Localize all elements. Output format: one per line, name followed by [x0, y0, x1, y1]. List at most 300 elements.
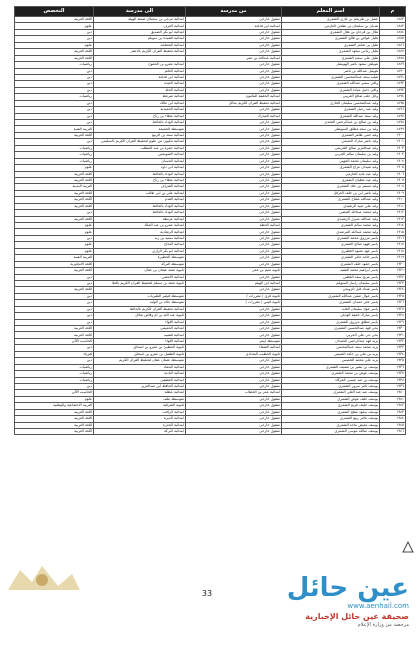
- cell-from-school: منقول خارجي: [186, 158, 282, 164]
- cell-specialization: اللغة العربية: [15, 429, 94, 435]
- cell-to-school: ابتدائية ابي داود: [94, 165, 186, 171]
- teacher-transfer-table: [14, 6, 406, 435]
- cell-row-number: ١٩٢٧: [380, 306, 406, 312]
- cell-row-number: ١٩٤٠: [380, 390, 406, 396]
- cell-specialization: علوم: [15, 229, 94, 235]
- cell-teacher-name: يوسف عامر ربيع الشمري: [282, 416, 380, 422]
- cell-teacher-name: وليد علي عبيد الرشيدي: [282, 203, 380, 209]
- cell-to-school: ابتدائية اللواء: [94, 319, 186, 325]
- cell-to-school: ثانوية الشرقية: [94, 403, 186, 409]
- cell-teacher-name: يزيد فهد عبدالرحمن الحمدان: [282, 338, 380, 344]
- cell-row-number: ١٩١٨: [380, 248, 406, 254]
- cell-from-school: منقول خارجي: [186, 364, 282, 370]
- cell-to-school: ابتدائية الغانم: [94, 68, 186, 74]
- cell-row-number: ١٨٨٢: [380, 17, 406, 23]
- cell-teacher-name: هليل عواض بن فالح الشمري: [282, 36, 380, 42]
- cell-to-school: ابتدائية الوداد بالحائط: [94, 210, 186, 216]
- cell-from-school: ابتدائية عمر بن الخطاب: [186, 390, 282, 396]
- cell-teacher-name: وليد عبدالعزيز صالح الحزيمي: [282, 145, 380, 151]
- cell-specialization: اللغة العربية: [15, 171, 94, 177]
- cell-teacher-name: يزيد محمد سعد عبدالمحسن: [282, 345, 380, 351]
- cell-to-school: ابتدائية الحماد: [94, 364, 186, 370]
- cell-row-number: ١٨٨٤: [380, 29, 406, 35]
- cell-row-number: ١٩٢٨: [380, 313, 406, 319]
- cell-row-number: ١٩٢٩: [380, 319, 406, 325]
- cell-specialization: اللغة العربية: [15, 49, 94, 55]
- cell-teacher-name: وليد محمد سالم الشمري: [282, 223, 380, 229]
- cell-teacher-name: يوسف بن عبد عيسى المركاد: [282, 377, 380, 383]
- cell-from-school: منقول خارجي: [186, 81, 282, 87]
- cell-to-school: ابتدائية النجاح: [94, 242, 186, 248]
- cell-from-school: منقول خارجي: [186, 36, 282, 42]
- cell-from-school: ابتدائية تحفيظ القرآن الكريم بحائل: [186, 100, 282, 106]
- cell-row-number: ١٩٠٧: [380, 177, 406, 183]
- cell-teacher-name: يوسف عبالله موسى الشمري: [282, 429, 380, 435]
- cell-row-number: ١٩٣٦: [380, 364, 406, 370]
- cell-from-school: منقول خارجي: [186, 132, 282, 138]
- cell-row-number: ١٩١٥: [380, 229, 406, 235]
- cell-specialization: الحاسب الآلي: [15, 390, 94, 396]
- cell-teacher-name: ياسر مبارك خليفة الوايلي: [282, 313, 380, 319]
- cell-specialization: فيزياء: [15, 351, 94, 357]
- cell-to-school: ابتدائية ابو بكر الصديق: [94, 29, 186, 35]
- cell-teacher-name: وليد عيد عطيان الشمري: [282, 177, 380, 183]
- cell-specialization: دين: [15, 293, 94, 299]
- cell-row-number: ١٩١٧: [380, 242, 406, 248]
- cell-teacher-name: ياسر عواد سليمان الفايد: [282, 306, 380, 312]
- column-header-from-school: من مدرسة: [186, 7, 282, 17]
- cell-specialization: اللغة العربية: [15, 326, 94, 332]
- table-row: [15, 429, 406, 435]
- cell-specialization: اللغة العربية: [15, 416, 94, 422]
- cell-row-number: ١٩٣٧: [380, 371, 406, 377]
- cell-teacher-name: وليد حمي ظاهر الشمري: [282, 132, 380, 138]
- cell-row-number: ١٩٠٢: [380, 145, 406, 151]
- cell-specialization: دين: [15, 300, 94, 306]
- cell-to-school: ابتدائية عطاء بن رباح: [94, 113, 186, 119]
- cell-specialization: رياضيات: [15, 364, 94, 370]
- cell-specialization: التربية الاجتماعية والوطنية: [15, 403, 94, 409]
- cell-to-school: ابتدائية عرنطة: [94, 216, 186, 222]
- cell-to-school: متوسطة خالد بن الوليد: [94, 300, 186, 306]
- cell-row-number: ١٩٠١: [380, 139, 406, 145]
- cell-specialization: دين: [15, 383, 94, 389]
- cell-specialization: اللغة الانجليزية: [15, 261, 94, 267]
- cell-row-number: ١٩٣٤: [380, 351, 406, 357]
- cell-specialization: رياضيات: [15, 377, 94, 383]
- cell-specialization: اللغة العربية: [15, 17, 94, 23]
- cell-specialization: اللغة العربية: [15, 216, 94, 222]
- cell-from-school: منقول خارجي: [186, 371, 282, 377]
- cell-row-number: ١٨٩٢: [380, 81, 406, 87]
- cell-specialization: اللغة العربية: [15, 132, 94, 138]
- cell-teacher-name: وليد بن سليمان سالم الحربي: [282, 152, 380, 158]
- cell-from-school: منقول خارجي: [186, 184, 282, 190]
- cell-teacher-name: وليد عيد عايد الحازمي: [282, 171, 380, 177]
- cell-specialization: دين: [15, 274, 94, 280]
- cell-from-school: منقول خارجي: [186, 203, 282, 209]
- cell-to-school: ثانوية نعمة عثمان بن عفان: [94, 268, 186, 274]
- cell-from-school: منقول خارجي: [186, 42, 282, 48]
- cell-teacher-name: ياسر سليمان راسل السويلم: [282, 280, 380, 286]
- cell-specialization: دين: [15, 345, 94, 351]
- cell-teacher-name: ياسر حمود خلف الشمري: [282, 261, 380, 267]
- cell-specialization: دين: [15, 68, 94, 74]
- cell-row-number: ١٨٩٥: [380, 100, 406, 106]
- cell-to-school: ابتدائية الشويمس: [94, 152, 186, 158]
- cell-row-number: ١٨٩٦: [380, 107, 406, 113]
- cell-teacher-name: عقيل بن طريخم بن غازي الشمري: [282, 17, 380, 23]
- cell-row-number: ١٩٢١: [380, 268, 406, 274]
- cell-row-number: ١٩١٩: [380, 255, 406, 261]
- cell-row-number: ١٩٣٩: [380, 383, 406, 389]
- cell-from-school: ابتدائية ابن قدامة: [186, 23, 282, 29]
- cell-specialization: دين: [15, 306, 94, 312]
- cell-specialization: علوم: [15, 242, 94, 248]
- cell-specialization: التربية الفنية: [15, 255, 94, 261]
- cell-specialization: علوم: [15, 248, 94, 254]
- cell-from-school: ابتدائية عبدالله بن عمر: [186, 55, 282, 61]
- cell-from-school: منقول خارجي: [186, 242, 282, 248]
- cell-to-school: ابتدائية المعتلجه: [94, 42, 186, 48]
- cell-row-number: ١٩٠٨: [380, 184, 406, 190]
- cell-row-number: ١٩١٠: [380, 197, 406, 203]
- cell-teacher-name: ياسر شداد قبل الزويمي: [282, 287, 380, 293]
- cell-row-number: ١٨٩٤: [380, 94, 406, 100]
- cell-row-number: ١٩٣٥: [380, 358, 406, 364]
- cell-from-school: منقول خارجي: [186, 274, 282, 280]
- cell-to-school: ثانوية نعمة بن مسلم لتحفيظ القرآن الكريم بالعلا: [94, 280, 186, 286]
- cell-specialization: دين: [15, 235, 94, 241]
- cell-to-school: ابتدائية تحفيظ القران الكريم بالاعفر: [94, 49, 186, 55]
- cell-to-school: ثانوية الحطيئ بن عمرو بن اسحاق: [94, 345, 186, 351]
- cell-teacher-name: يوسف معيض ماجد الشمري: [282, 422, 380, 428]
- cell-teacher-name: وليد بن صالح بن عبدالرحمن الجعدي: [282, 120, 380, 126]
- cell-teacher-name: يوسف بن بشير بن مصيف الشمري: [282, 364, 380, 370]
- cell-teacher-name: وليد ضيدان عراع الشمري: [282, 165, 380, 171]
- cell-teacher-name: يزيد بن علي بن حامد التميمي: [282, 351, 380, 357]
- cell-row-number: ١٩٢٥: [380, 293, 406, 299]
- cell-teacher-name: يحي حي علي الحربي: [282, 332, 380, 338]
- cell-to-school: متوسطة قيصر الطبريات: [94, 293, 186, 299]
- cell-from-school: منقول خارجي: [186, 171, 282, 177]
- cell-specialization: التربية البدنية: [15, 184, 94, 190]
- cell-to-school: ابتدائية ضرغط: [94, 94, 186, 100]
- cell-teacher-name: ياسر مطلق مرزوق الشمري: [282, 319, 380, 325]
- cell-from-school: منقول خارجي: [186, 139, 282, 145]
- cell-from-school: منقول خارجي: [186, 216, 282, 222]
- cell-to-school: ابتدائية الحميمي: [94, 326, 186, 332]
- cell-row-number: ١٩١٢: [380, 210, 406, 216]
- cell-to-school: ابتدائية الغيدة: [94, 81, 186, 87]
- cell-from-school: منقول خارجي: [186, 87, 282, 93]
- cell-specialization: دين: [15, 36, 94, 42]
- cell-teacher-name: وليد سليمان محمد الجهني: [282, 158, 380, 164]
- document-page: [14, 6, 405, 646]
- cell-teacher-name: ياسر حامد عامر الشمري: [282, 255, 380, 261]
- cell-specialization: اللغة العربية: [15, 332, 94, 338]
- cell-row-number: ١٩٣٨: [380, 377, 406, 383]
- cell-from-school: منقول خارجي: [186, 145, 282, 151]
- cell-from-school: منقول خارجي: [186, 332, 282, 338]
- cell-row-number: ١٩٣٣: [380, 345, 406, 351]
- cell-from-school: منقول خارجي: [186, 416, 282, 422]
- cell-row-number: ١٩٢٠: [380, 261, 406, 267]
- cell-to-school: متوسطة البركة: [94, 261, 186, 267]
- cell-teacher-name: يوسف ثامر سرور الشمري: [282, 383, 380, 389]
- cell-row-number: ١٩٢٦: [380, 300, 406, 306]
- cell-to-school: ابتدائية حمزة بن عبد المطلب: [94, 145, 186, 151]
- cell-to-school: ابتدائية الوداد بالحائط: [94, 171, 186, 177]
- cell-from-school: منقول خارجي: [186, 62, 282, 68]
- column-header-teacher-name: اسم المعلم: [282, 7, 380, 17]
- cell-row-number: ١٩٤١: [380, 396, 406, 402]
- cell-to-school: متوسطة عثمان عفان لتحفيظ القرآن الكريم: [94, 358, 186, 364]
- cell-to-school: ابتدائية عمرو بن عبد الملك: [94, 223, 186, 229]
- cell-to-school: ابتدائية الراقب: [94, 409, 186, 415]
- table-body: [15, 17, 406, 435]
- cell-to-school: ابتدائية ابن قدامة: [94, 74, 186, 80]
- cell-row-number: ١٩٣٠: [380, 326, 406, 332]
- cell-specialization: الحاسب الآلي: [15, 338, 94, 344]
- cell-specialization: التربية الفنية: [15, 126, 94, 132]
- cell-specialization: دين: [15, 313, 94, 319]
- cell-specialization: اللغة العربية: [15, 55, 94, 61]
- cell-to-school: ابتدائية قشبيه: [94, 332, 186, 338]
- cell-specialization: دين: [15, 87, 94, 93]
- cell-from-school: منقول خارجي: [186, 17, 282, 23]
- cell-from-school: ثانوية قرى ( مقررات ): [186, 293, 282, 299]
- cell-to-school: ابتدائية الديرة: [94, 416, 186, 422]
- cell-from-school: ثانوية نعيم بن عمر: [186, 268, 282, 274]
- cell-teacher-name: وليد عبدالله منيزل الرشيدي: [282, 216, 380, 222]
- cell-teacher-name: ياسر عوال ضمن عبدالله الشمري: [282, 293, 380, 299]
- cell-to-school: ابتدائية الانتشي: [94, 274, 186, 280]
- cell-to-school: ابتدائية العرف: [94, 23, 186, 29]
- cell-to-school: ابتدائية الحافظ ابن عبدالعزيز: [94, 383, 186, 389]
- cell-teacher-name: وليد سعد عبدالله الشمري: [282, 113, 380, 119]
- cell-from-school: منقول خارجي: [186, 107, 282, 113]
- cell-specialization: علوم: [15, 23, 94, 29]
- cell-specialization: رياضيات: [15, 145, 94, 151]
- cell-row-number: ١٩٣١: [380, 332, 406, 338]
- cell-teacher-name: وائل حلب صالح الغريبي: [282, 94, 380, 100]
- cell-specialization: رياضيات: [15, 152, 94, 158]
- cell-row-number: ١٩٠٩: [380, 190, 406, 196]
- cell-specialization: دين: [15, 29, 94, 35]
- cell-row-number: ١٨٨٨: [380, 55, 406, 61]
- cell-to-school: ابتدائية الشراف: [94, 184, 186, 190]
- cell-specialization: دين: [15, 280, 94, 286]
- cell-specialization: علوم: [15, 165, 94, 171]
- column-header-specialization: التخصص: [15, 7, 94, 17]
- cell-specialization: رياضيات: [15, 158, 94, 164]
- cell-teacher-name: هويمل عبدالله بن ناصر: [282, 68, 380, 74]
- cell-row-number: ١٩٠٣: [380, 152, 406, 158]
- cell-row-number: ١٨٨٣: [380, 23, 406, 29]
- cell-specialization: اللغة العربية: [15, 409, 94, 415]
- cell-from-school: ابتدائية الخليفة المأمون: [186, 94, 282, 100]
- cell-from-school: منقول خارجي: [186, 326, 282, 332]
- cell-specialization: دين: [15, 107, 94, 113]
- cell-teacher-name: ياسر فهود صالح الشمري: [282, 242, 380, 248]
- cell-from-school: منقول خارجي: [186, 210, 282, 216]
- cell-row-number: ١٩٤٣: [380, 409, 406, 415]
- cell-row-number: ١٩٢٢: [380, 274, 406, 280]
- cell-from-school: منقول خارجي: [186, 190, 282, 196]
- cell-teacher-name: وليد عبدالله مفتاح الشمري: [282, 197, 380, 203]
- cell-teacher-name: ياسر مرزوق محمد الشمري: [282, 235, 380, 241]
- cell-to-school: متوسطة الحميمة: [94, 126, 186, 132]
- cell-teacher-name: ياسر ابراهيم محمد الفقيه: [282, 268, 380, 274]
- cell-teacher-name: هديان بن سليمان بن نطحي العازمي: [282, 23, 380, 29]
- cell-row-number: ١٩٠٦: [380, 171, 406, 177]
- cell-from-school: منقول خارجي: [186, 422, 282, 428]
- cell-row-number: ١٨٩٩: [380, 126, 406, 132]
- cell-to-school: ابتدائية البادية: [94, 371, 186, 377]
- cell-from-school: منقول خارجي: [186, 358, 282, 364]
- cell-row-number: ١٩٢٣: [380, 280, 406, 286]
- cell-specialization: علوم: [15, 42, 94, 48]
- cell-teacher-name: هيليه سعد عبدالمحسن الشمري: [282, 74, 380, 80]
- watermark-site: www.aenhail.com: [347, 602, 409, 610]
- cell-to-school: متوسطة ملف: [94, 396, 186, 402]
- cell-from-school: منقول خارجي: [186, 152, 282, 158]
- cell-to-school: ابتدائية مكيون من علوم لتحفيظ القرآن الكريم بالسليمي: [94, 139, 186, 145]
- cell-row-number: ١٩٠٠: [380, 132, 406, 138]
- cell-from-school: منقول خارجي: [186, 229, 282, 235]
- cell-from-school: ابتدائية المبارك: [186, 113, 282, 119]
- cell-from-school: منقول خارجي: [186, 313, 282, 319]
- cell-teacher-name: يوسف خليف فريح الشمري: [282, 403, 380, 409]
- cell-teacher-name: وليد محمد عبدالله الغيضي: [282, 210, 380, 216]
- cell-to-school: ابتدائية عطاء بن رباح: [94, 177, 186, 183]
- cell-from-school: منقول خارجي: [186, 403, 282, 409]
- cell-teacher-name: يوسف سعود مفلح الشمري: [282, 409, 380, 415]
- cell-from-school: منقول خارجي: [186, 120, 282, 126]
- cell-specialization: اللغة العربية: [15, 422, 94, 428]
- cell-to-school: ابتدائية البركة: [94, 429, 186, 435]
- cell-from-school: منقول خارجي: [186, 429, 282, 435]
- cell-from-school: منقول خارجي: [186, 126, 282, 132]
- cell-from-school: منقول خارجي: [186, 235, 282, 241]
- cell-from-school: منقول خارجي: [186, 377, 282, 383]
- cell-specialization: رياضيات: [15, 371, 94, 377]
- cell-row-number: ١٩٣٢: [380, 338, 406, 344]
- cell-specialization: دين: [15, 74, 94, 80]
- cell-row-number: ١٨٨٥: [380, 36, 406, 42]
- cell-from-school: منقول خارجي: [186, 319, 282, 325]
- corner-stamp-icon: [401, 540, 415, 554]
- cell-teacher-name: وليد بن سعد مطلق السويطي: [282, 126, 380, 132]
- cell-row-number: ١٩٢٤: [380, 287, 406, 293]
- cell-to-school: ابتدائية عمرو بن الجموح: [94, 62, 186, 68]
- cell-to-school: متوسطة الحطيرة: [94, 255, 186, 261]
- cell-from-school: منقول خارجي: [186, 383, 282, 389]
- watermark-tagline: صحيفة عين حائل الإخبارية: [305, 612, 409, 621]
- cell-to-school: ابتدائية الحسان: [94, 158, 186, 164]
- column-header-to-school: الى مدرسة: [94, 7, 186, 17]
- cell-specialization: دين: [15, 210, 94, 216]
- cell-row-number: ١٩٤٦: [380, 429, 406, 435]
- cell-teacher-name: يزيد علي محمد الخميس: [282, 358, 380, 364]
- page-number: 33: [201, 589, 213, 598]
- cell-specialization: اللغة العربية: [15, 268, 94, 274]
- cell-teacher-name: وافي دخيل عيادة الشمري: [282, 87, 380, 93]
- cell-from-school: منقول خارجي: [186, 74, 282, 80]
- cell-to-school: ابتدائية علي بن ابي طالب: [94, 190, 186, 196]
- cell-specialization: اللغة العربية: [15, 177, 94, 183]
- cell-from-school: ابتدائية الشفاء: [186, 345, 282, 351]
- cell-from-school: ثانوية قيس ( مقررات ): [186, 300, 282, 306]
- cell-from-school: منقول خارجي: [186, 29, 282, 35]
- cell-row-number: ١٨٩١: [380, 74, 406, 80]
- cell-teacher-name: وليد عبد رحيل الشمري: [282, 107, 380, 113]
- cell-teacher-name: ياسر مربح سعد العطين: [282, 274, 380, 280]
- cell-row-number: ١٨٩٣: [380, 87, 406, 93]
- newspaper-watermark: [179, 574, 409, 629]
- cell-to-school: ابتدائية ابو بكر الرازي: [94, 248, 186, 254]
- cell-to-school: ابتدائية العطيفي: [94, 377, 186, 383]
- cell-teacher-name: هليل رداس سعود الشمري: [282, 49, 380, 55]
- cell-row-number: ١٩١١: [380, 203, 406, 209]
- cell-row-number: ١٩٤٢: [380, 403, 406, 409]
- cell-from-school: منقول خارجي: [186, 287, 282, 293]
- cell-teacher-name: وافي سمير عبدالله الشمري: [282, 81, 380, 87]
- cell-from-school: متوسطة ابيغر: [186, 338, 282, 344]
- cell-teacher-name: وليد عبدالمحسن سليمان الحازي: [282, 100, 380, 106]
- cell-teacher-name: يحي فهد عبدالحسين الشمري: [282, 326, 380, 332]
- cell-specialization: علوم: [15, 396, 94, 402]
- cell-from-school: منقول خارجي: [186, 68, 282, 74]
- cell-from-school: منقول خارجي: [186, 255, 282, 261]
- cell-specialization: رياضيات: [15, 62, 94, 68]
- cell-from-school: منقول خارجي: [186, 396, 282, 402]
- cell-specialization: اللغة العربية: [15, 203, 94, 209]
- cell-row-number: ١٩٤٤: [380, 416, 406, 422]
- cell-row-number: ١٨٩٧: [380, 113, 406, 119]
- publisher-logo-icon: [2, 560, 84, 600]
- cell-teacher-name: ياسر علي حمدان الشمري: [282, 300, 380, 306]
- cell-from-school: منقول خارجي: [186, 248, 282, 254]
- cell-row-number: ١٩٤٥: [380, 422, 406, 428]
- cell-from-school: منقول خارجي: [186, 197, 282, 203]
- cell-to-school: ابتدائية الوداد بالحائط: [94, 120, 186, 126]
- column-header-number: م: [380, 7, 406, 17]
- cell-specialization: دين: [15, 81, 94, 87]
- cell-row-number: ١٩٠٤: [380, 158, 406, 164]
- cell-from-school: ثانوية الخطيب البغدادي: [186, 351, 282, 357]
- cell-teacher-name: ياسر عهد معبود العطيري: [282, 248, 380, 254]
- cell-teacher-name: هليل بن شاهر الشمري: [282, 42, 380, 48]
- cell-from-school: منقول خارجي: [186, 177, 282, 183]
- cell-specialization: دين: [15, 139, 94, 145]
- cell-specialization: دين: [15, 100, 94, 106]
- cell-to-school: ابتدائية تحفيظ القرآن الكريم بالحائط: [94, 306, 186, 312]
- cell-from-school: منقول خارجي: [186, 409, 282, 415]
- cell-teacher-name: يوسف خلف عوض الشمري: [282, 396, 380, 402]
- cell-to-school: ابتدائية قصيدة بن سويلم: [94, 36, 186, 42]
- cell-specialization: اللغة العربية: [15, 197, 94, 203]
- cell-to-school: ثانوية عبد الله بن ام وقاص بحائل: [94, 313, 186, 319]
- cell-specialization: دين: [15, 120, 94, 126]
- cell-teacher-name: يوسف عيد عبد العلي الشمري: [282, 390, 380, 396]
- cell-from-school: منقول خارجي: [186, 306, 282, 312]
- cell-row-number: ١٩١٣: [380, 216, 406, 222]
- cell-to-school: ابتدائية اللواء: [94, 338, 186, 344]
- table-header-row: [15, 7, 406, 17]
- cell-to-school: ابتدائية الحميدية: [94, 107, 186, 113]
